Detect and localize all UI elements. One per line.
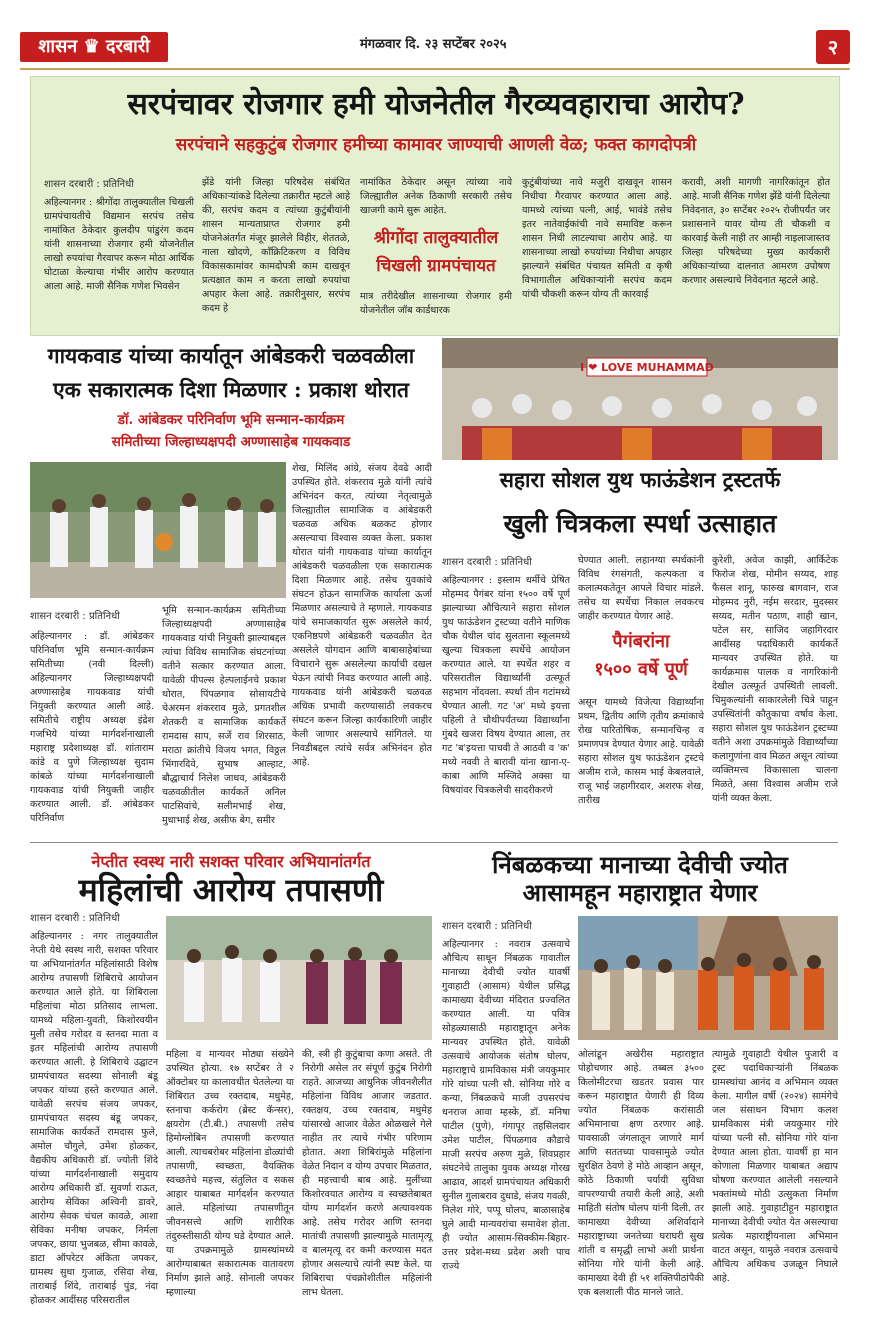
story1-col2: झेंडे यांनी जिल्हा परिषदेस संबंधित अधिकाऱ्यांकडे दिलेल्या तक्रारीत म्हटले आहे की, सरपंच कदम व त्यांच्या कुटुंबीयांनी शासन मान्यताप्राप्त रोजगार हमी योजनेअंतर्गत मंजूर झालेले विहीर, शेततळे, नाला खोदणे, कॉंक्रिटिकरण व विविध विकासकामांवर कामदोपत्री काम दाखवून प्रत्यक्षात काम न करता लाखो रुपयांचा अपहार केला आहे. तक्रारीनुसार, सरपंच कदम हे	[202, 177, 350, 314]
story3-callout-line2: १५०० वर्षे पूर्ण	[594, 659, 688, 680]
story1-col3b: मात्र तरीदेखील शासनाच्या रोजगार हमी योजनेतील जॉब कार्डधारक	[360, 291, 512, 316]
story2-headline-line1: गायकवाड यांच्या कार्यातून आंबेडकरी चळवळीला	[47, 343, 415, 368]
story5-col2: ओलांडून अखेरीस महाराष्ट्रात पोहोचणार आहे. तब्बल ३५०० किलोमीटरचा खडतर प्रवास पार करून महाराष्ट्रात येणारी ही दिव्य ज्योत निंबळक करांसाठी अभिमानाचा क्षण ठरणार आहे. पावसाळी जंगलातून जाणारे मार्ग आणि सततच्या पावसामुळे ज्योत सुरक्षित ठेवणे हे मोठे आव्हान असून, कोठे ठिकाणी पर्यायी सुविधा वापरण्याची तयारी केली आहे, अशी माहिती संतोष घोलप यांनी दिली. तर कामाख्या देवीच्या अशिर्वादाने महाराष्ट्राच्या जनतेच्या घराघरी सुख शांती व समृद्धी लाभो अशी प्रार्थना सोनिया गोरे यांनी केली आहे. कामाख्या देवी ही ५१ शक्तिपीठांपैकी एक बलशाली पीठ मानले जाते.	[578, 1049, 704, 1298]
story1-subhead: सरपंचाने सहकुटुंब रोजगार हमीच्या कामावर जाण्याची आणली वेळ; फक्त कागदोपत्री	[175, 135, 697, 155]
story1-col1: अहिल्यानगर : श्रीगोंदा तालुक्यातील चिखली ग्रामपंचायतीचे विद्यमान सरपंच तसेच नामांकित ठेकेदार कुलदीप पांडुरंग कदम यांनी शासनाच्या रोजगार हमी योजनेतील लाखो रुपयांचा गैरवापर करून मोठा आर्थिक घोटाळा केल्याचा गंभीर आरोप करण्यात आला आहे. माजी सैनिक गणेश भिवसेन	[44, 197, 194, 292]
story4-col1: अहिल्यानगर : नगर तालुक्यातील नेप्ती येथे स्वस्थ नारी, सशक्त परिवार या अभियानांतर्गत महिलांसाठी विशेष आरोग्य तपासणी शिबिराचे आयोजन करण्यात आले होते. या शिबिराला महिलांचा मोठा प्रतिसाद लाभला. यामध्ये महिला-युवती, किशोरवयीन मुली तसेच गरोदर व स्तनदा माता व इतर महिलांची आरोग्य तपासणी करण्यात आली. हे शिबिराचे उद्घाटन ग्रामपंचायत सदस्या सोनाली बंडू जपकर यांच्या हस्ते करण्यात आले. यावेळी सरपंच संजय जपकर, ग्रामपंचायत सदस्य बंडू जपकर, सामाजिक कार्यकर्ते रामदास फुले, अमोल चौगुले, उमेश होळकर, वैद्यकीय अधिकारी डॉ. ज्योती शिंदे यांच्या मार्गदर्शनाखाली समुदाय आरोग्य अधिकारी डॉ. सुवर्णा राऊत, आरोग्य सेविका अश्विनी डावरे, आरोग्य सेवक चंचल कावळे, आशा सेविका मनीषा जपकर, निर्मला जपकर, छाया भुजबळ, सीमा कावळे, डाटा ऑपरेटर अंकिता जपकर, ग्रामस्थ सुधा गुजाळ, रसिदा शेख, ताराबाई शिंदे, ताराबाई पुंड, नंदा होळकर आदींसह परिसरातील	[30, 931, 158, 1306]
story4-headline: महिलांची आरोग्य तपासणी	[78, 871, 384, 909]
story3-photo	[442, 338, 838, 460]
story5-byline: शासन दरबारी : प्रतिनिधी	[442, 921, 532, 932]
story1-callout	[360, 224, 512, 280]
story3-photo-banner: I ❤ LOVE MUHAMMAD	[580, 361, 714, 374]
story4-byline: शासन दरबारी : प्रतिनिधी	[30, 913, 120, 924]
page-number: २	[816, 30, 850, 64]
story1-callout-line1: श्रीगोंदा तालुक्यातील	[373, 228, 499, 248]
story1-headline: सरपंचावर रोजगार हमी योजनेतील गैरव्यवहाराचा आरोप?	[127, 87, 745, 122]
story2-subhead-line2: समितीच्या जिल्हाध्यक्षपदी अण्णासाहेब गायकवाड	[111, 434, 351, 450]
story3-byline: शासन दरबारी : प्रतिनिधी	[442, 557, 532, 568]
masthead-logo: शासन ♛ दरबारी	[20, 32, 168, 62]
story2-subhead-line1: डॉ. आंबेडकर परिनिर्वाण भूमि सन्मान-कार्यक्रम	[117, 412, 345, 428]
story5-photo	[578, 916, 838, 1040]
story1-col4: कुटुंबीयांच्या नावे मजुरी दाखवून शासन निधीचा गैरवापर करण्यात आला आहे. यामध्ये त्यांच्या पत्नी, आई, भावंडे तसेच इतर नातेवाईकांची नावे समाविष्ट करून शासन निधी लाटल्याचा आरोप आहे. या शासनाच्या लाखो रुपयांच्या निधीचा अपहार झाल्याने संबंधित पंचायत समिती व कृषी विभागातील अधिकाऱ्यांनी सरपंच कदम यांची चौकशी करून योग्य ती कारवाई	[522, 177, 672, 300]
story1-callout-line2: चिखली ग्रामपंचायत	[376, 256, 496, 276]
story2-photo	[30, 462, 286, 598]
story2-headline-line2: एक सकारात्मक दिशा मिळणार : प्रकाश थोरात	[53, 377, 409, 402]
story4-kicker: नेप्तीत स्वस्थ नारी सशक्त परिवार अभियानांतर्गत	[91, 852, 371, 871]
story3-col3: कुरेशी, अवेज काझी, आर्किटेक फिरोज शेख, मोमीन सय्यद, शाह फैसल शानू, फारुख बागवान, राज मोहम्मद नुरी, नईम सरदार, मुदस्सर सय्यद, मतीन पठाण, शाही खान, पटेल सर, साजिद जहागिरदार आदींसह पदाधिकारी कार्यकर्ते मान्यवर उपस्थित होते. या कार्यक्रमास पालक व नागरिकांनी देखील उत्स्फूर्त उपस्थिती लावली. चिमुकल्यांनी साकारलेली चित्रे पाहून उपस्थितांनी कौतुकाचा वर्षाव केला. सहारा सोशल युथ फाऊंडेशन ट्रस्टच्या वतीने अशा उपक्रमांमुळे विद्यार्थ्यांच्या कलागुणांना वाव मिळत असून त्यांच्या व्यक्तिमत्त्व विकासाला चालना मिळते, असा विश्वास अजीम राजे यांनी व्यक्त केला.	[712, 555, 838, 804]
story2-col1: अहिल्यानगर : डॉ. आंबेडकर परिनिर्वाण भूमि सन्मान-कार्यक्रम समितीच्या (नवी दिल्ली) अहिल्यानगर जिल्हाध्यक्षपदी अण्णासाहेब गायकवाड यांची नियुक्ती करण्यात आली आहे. समितीचे राष्ट्रीय अध्यक्ष इंद्रेश गजभिये यांच्या मार्गदर्शनाखाली महाराष्ट्र प्रदेशाध्यक्ष डॉ. शांताराम कांडे व पुणे जिल्हाध्यक्ष सुदाम कांबळे यांच्या मार्गदर्शनाखाली गायकवाड यांची नियुक्ती जाहीर करण्यात आली. डॉ. आंबेडकर परिनिर्वाण	[30, 631, 154, 824]
issue-date: मंगळवार दि. २३ सप्टेंबर २०२५	[360, 37, 507, 52]
story3-col2a: घेण्यात आली. लहानग्या स्पर्धकांनी विविध रंगसंगती, कल्पकता व कलात्मकतेतून आपले विचार मांडले. तसेच या स्पर्धेचा निकाल लवकरच जाहीर करण्यात येणार आहे.	[578, 555, 704, 622]
story4-col3: की, स्त्री ही कुटुंबाचा कणा असते. ती निरोगी असेल तर संपूर्ण कुटुंब निरोगी राहते. आजच्या आधुनिक जीवनशैलीत महिलांना विविध आजार जडतात. रक्तक्षय, उच्च रक्तदाब, मधुमेह यांसारखे आजार वेळेत ओळखले गेले नाहीत तर त्याचे गंभीर परिणाम होतात. अशा शिबिरांमुळे महिलांना वेळेत निदान व योग्य उपचार मिळतात, ही महत्त्वाची बाब आहे. मुलींच्या किशोरवयात आरोग्य व स्वच्छतेबाबत योग्य मार्गदर्शन करणे अत्यावश्यक आहे. तसेच गरोदर आणि स्तनदा मातांची तपासणी झाल्यामुळे मातामृत्यू व बालमृत्यू दर कमी करण्यास मदत होणार असल्याचे त्यांनी स्पष्ट केले. या शिबिराचा पंचक्रोशीतील महिलांनी लाभ घेतला.	[302, 1049, 432, 1298]
story1-col5: करावी, अशी मागणी नागरिकांतून होत आहे. माजी सैनिक गणेश झेंडे यांनी दिलेल्या निवेदनात, ३० सप्टेंबर २०२५ रोजीपर्यंत जर प्रशासनाने यावर योग्य ती चौकशी व कारवाई केली नाही तर आम्ही नाइलाजास्तव जिल्हा परिषदेच्या मुख्य कार्यकारी अधिकाऱ्यांच्या दालनात आमरण उपोषण करणार असल्याचे निवेदनात म्हटले आहे.	[682, 177, 830, 286]
story1-byline: शासन दरबारी : प्रतिनिधी	[44, 179, 134, 190]
story5-col3: त्यामुळे गुवाहाटी येथील पुजारी व ट्रस्ट पदाधिकाऱ्यांनी निंबळक ग्रामस्थांचा आनंद व अभिमान व्यक्त केला. मागील वर्षी (२०२४) सामंगेचे जल संसाधन विभाग कलश ग्रामविकास मंत्री जयकुमार गोरे यांच्या पत्नी सौ. सोनिया गोरे यांना देण्यात आला होता. यावर्षी हा मान कोणाला मिळणार याबाबत अद्याप घोषणा करण्यात आलेली नसल्याने भक्तांमध्ये मोठी उत्सुकता निर्माण झाली आहे. गुवाहाटीहून महाराष्ट्रात मानाच्या देवीची ज्योत येत असल्याचा प्रत्येक महाराष्ट्रीयनाला अभिमान वाटत असून, यामुळे नवरात्र उत्सवाचे औचित्य अधिकच उजळून निघाले आहे.	[712, 1049, 838, 1284]
section-divider	[30, 842, 838, 843]
story3-headline-line2: खुली चित्रकला स्पर्धा उत्साहात	[503, 509, 777, 538]
story5-col1: अहिल्यानगर : नवरात्र उत्सवाचे औचित्य साधून निंबळक गावातील मानाच्या देवीची ज्योत यावर्षी गुवाहाटी (आसाम) येथील प्रसिद्ध कामाख्या देवीच्या मंदिरात प्रज्वलित करण्यात आली. या पवित्र सोहळ्यासाठी महाराष्ट्रातून अनेक मान्यवर उपस्थित होते. यावेळी उत्सवाचे आयोजक संतोष घोलप, महाराष्ट्राचे ग्रामविकास मंत्री जयकुमार गोरे यांच्या पत्नी सौ. सोनिया गोरे व कन्या, निंबळकचे माजी उपसरपंच धनराज आवा म्हस्के, डॉ. मनिषा पाटील (पुणे), गंगापूर तहसिलदार उमेश पाटील, पिंपळगाव कौडाचे माजी सरपंच अरुण मुळे, शिवप्रहार संघटनेचे तालुका युवक अध्यक्ष गोरख आढाव, आदर्श ग्रामपंचायत अधिकारी सुनील गुलाबराव दुधाडे, संजय गवळी, निलेश गोरे, पप्पू घोलप, बाळासाहेब घुले आदी मान्यवरांचा समावेश होता. ही ज्योत आसाम-सिक्कीम-बिहार-उत्तर प्रदेश-मध्य प्रदेश अशी पाच राज्ये	[442, 939, 570, 1272]
story4-photo	[166, 916, 432, 1040]
story2-col2: भूमि सन्मान-कार्यक्रम समितीच्या जिल्हाध्यक्षपदी अण्णासाहेब गायकवाड यांची नियुक्ती झाल्याबद्दल त्यांचा विविध सामाजिक संघटनांच्या वतीने सत्कार करण्यात आला. यावेळी पीपल्स हेल्पलाईनचे प्रकाश थोरात, पिंपळगाव सोसायटीचे चेअरमन शंकरराव मुळे, प्रगतशील शेतकरी व सामाजिक कार्यकर्ते रामदास साप, सर्जे राव शिरसाठ, मराठा क्रांतीचे विजय भगत, विठ्ठल भिंगारदिवे, सुभाष आल्हाट, बौद्धाचार्य निलेश जाधव, आंबेडकरी चळवळीतील कार्यकर्ते अनिल पाटसिवांचे, सलीमभाई शेख, मुधाभाई शेख, असीफ बेग, समीर	[162, 605, 286, 826]
story2-col-right: शेख, मिलिंद आंग्रे, संजय देवढे आदी उपस्थित होते. शंकरराव मुळे यांनी त्यांचे अभिनंदन करत, त्यांच्या नेतृत्वामुळे जिल्ह्यातील सामाजिक व आंबेडकरी चळवळ अधिक बळकट होणार असल्याचा विश्वास व्यक्त केला. प्रकाश थोरात यांनी गायकवाड यांच्या कार्यातून आंबेडकरी चळवळीला एक सकारात्मक दिशा मिळणार आहे. तसेच युवकांचे संघटन होऊन सामाजिक कार्याला ऊर्जा मिळणार असल्याचे ते म्हणाले. गायकवाड यांचे समाजकार्यात सुरू असलेले कार्य, एकनिष्ठपणे आंबेडकरी चळवळीत देत असलेले योगदान आणि बाबासाहेबांच्या विचाराने सुरू असलेल्या कार्याची दखल घेऊन त्यांची निवड करण्यात आली आहे. गायकवाड यांनी आंबेडकरी चळवळ अधिक प्रभावी करण्यासाठी लवकरच संघटन करून जिल्हा कार्यकारिणी जाहीर केली जाणार असल्याचे सांगितले. या निवडीबद्दल त्यांचे सर्वत्र अभिनंदन होत आहे.	[292, 463, 432, 768]
story3-callout	[578, 628, 704, 684]
story3-col2b: असून यामध्ये विजेत्या विद्यार्थ्यांना प्रथम, द्वितीय आणि तृतीय क्रमांकाचे रोख पारितोषिक, सन्मानचिन्ह व प्रमाणपत्र देण्यात येणार आहे. यावेळी सहारा सोशल युथ फाऊंडेशन ट्रस्टचे अजीम राजे, कासम भाई केबलवाले, राजू भाई जहागीरदार, अशरफ शेख, तारीख	[578, 697, 704, 806]
story1-col3a: नामांकित ठेकेदार असून त्यांच्या नावे जिल्ह्यातील अनेक ठिकाणी सरकारी तसेच खाजगी कामे सुरू आहेत.	[360, 177, 512, 216]
story4-col2: महिला व मान्यवर मोठ्या संख्येने उपस्थित होत्या. १७ सप्टेंबर ते २ ऑक्टोबर या कालावधीत घेतलेल्या या शिबिरात उच्च रक्तदाब, मधुमेह, स्तनाचा कर्करोग (ब्रेस्ट कॅन्सर), क्षयरोग (टी.बी.) तपासणी तसेच हिमोग्लोबिन तपासणी करण्यात आली. त्याचबरोबर महिलांना डोळ्यांची तपासणी, स्वच्छता, वैयक्तिक स्वच्छतेचे महत्त्व, संतुलित व सकस आहार याबाबत मार्गदर्शन करण्यात आले. महिलांच्या तपासणीतून जीवनसत्त्वे आणि शारीरिक तंदुरुस्तीसाठी योग्य घडे देण्यात आले. या उपक्रमामुळे ग्रामस्थांमध्ये आरोग्याबाबत सकारात्मक वातावरण निर्माण झाले आहे. सोनाली जपकर म्हणाल्या	[166, 1049, 294, 1298]
story2-byline: शासन दरबारी : प्रतिनिधी	[30, 611, 120, 622]
masthead	[20, 28, 850, 70]
story3-callout-line1: पैगंबरांना	[612, 631, 670, 652]
story3-headline-line1: सहारा सोशल युथ फाऊंडेशन ट्रस्टतर्फे	[499, 467, 781, 492]
story5-headline-line2: आसामहून महाराष्ट्रात येणार	[522, 878, 758, 907]
story3-col1: अहिल्यानगर : इस्लाम धर्मीचे प्रेषित मोहम्मद पैगंबर यांना १५०० वर्षे पूर्ण झाल्याच्या औचित्याने सहारा सोशल युथ फाऊंडेशन ट्रस्टच्या वतीने माणिक चौक येथील चांद सुलताना स्कूलमध्ये खुल्या चित्रकला स्पर्धेचे आयोजन करण्यात आले. या स्पर्धेत शहर व परिसरातील विद्यार्थ्यांनी उत्स्फूर्त सहभाग नोंदवला. स्पर्धा तीन गटांमध्ये घेण्यात आली. गट 'अ' मध्ये इयत्ता पहिली ते चौथीपर्यंतच्या विद्यार्थ्यांना गुंबदे खजरा विषय देण्यात आला, तर गट 'ब'इयत्ता पाचवी ते आठवी व 'क' मध्ये नववी ते बारावी यांना खाना-ए-काबा आणि मस्जिदे अक्सा या विषयांवर चित्रकलेची सादरीकरणे	[442, 575, 570, 796]
story5-headline-line1: निंबळकच्या मानाच्या देवीची ज्योत	[492, 850, 788, 879]
